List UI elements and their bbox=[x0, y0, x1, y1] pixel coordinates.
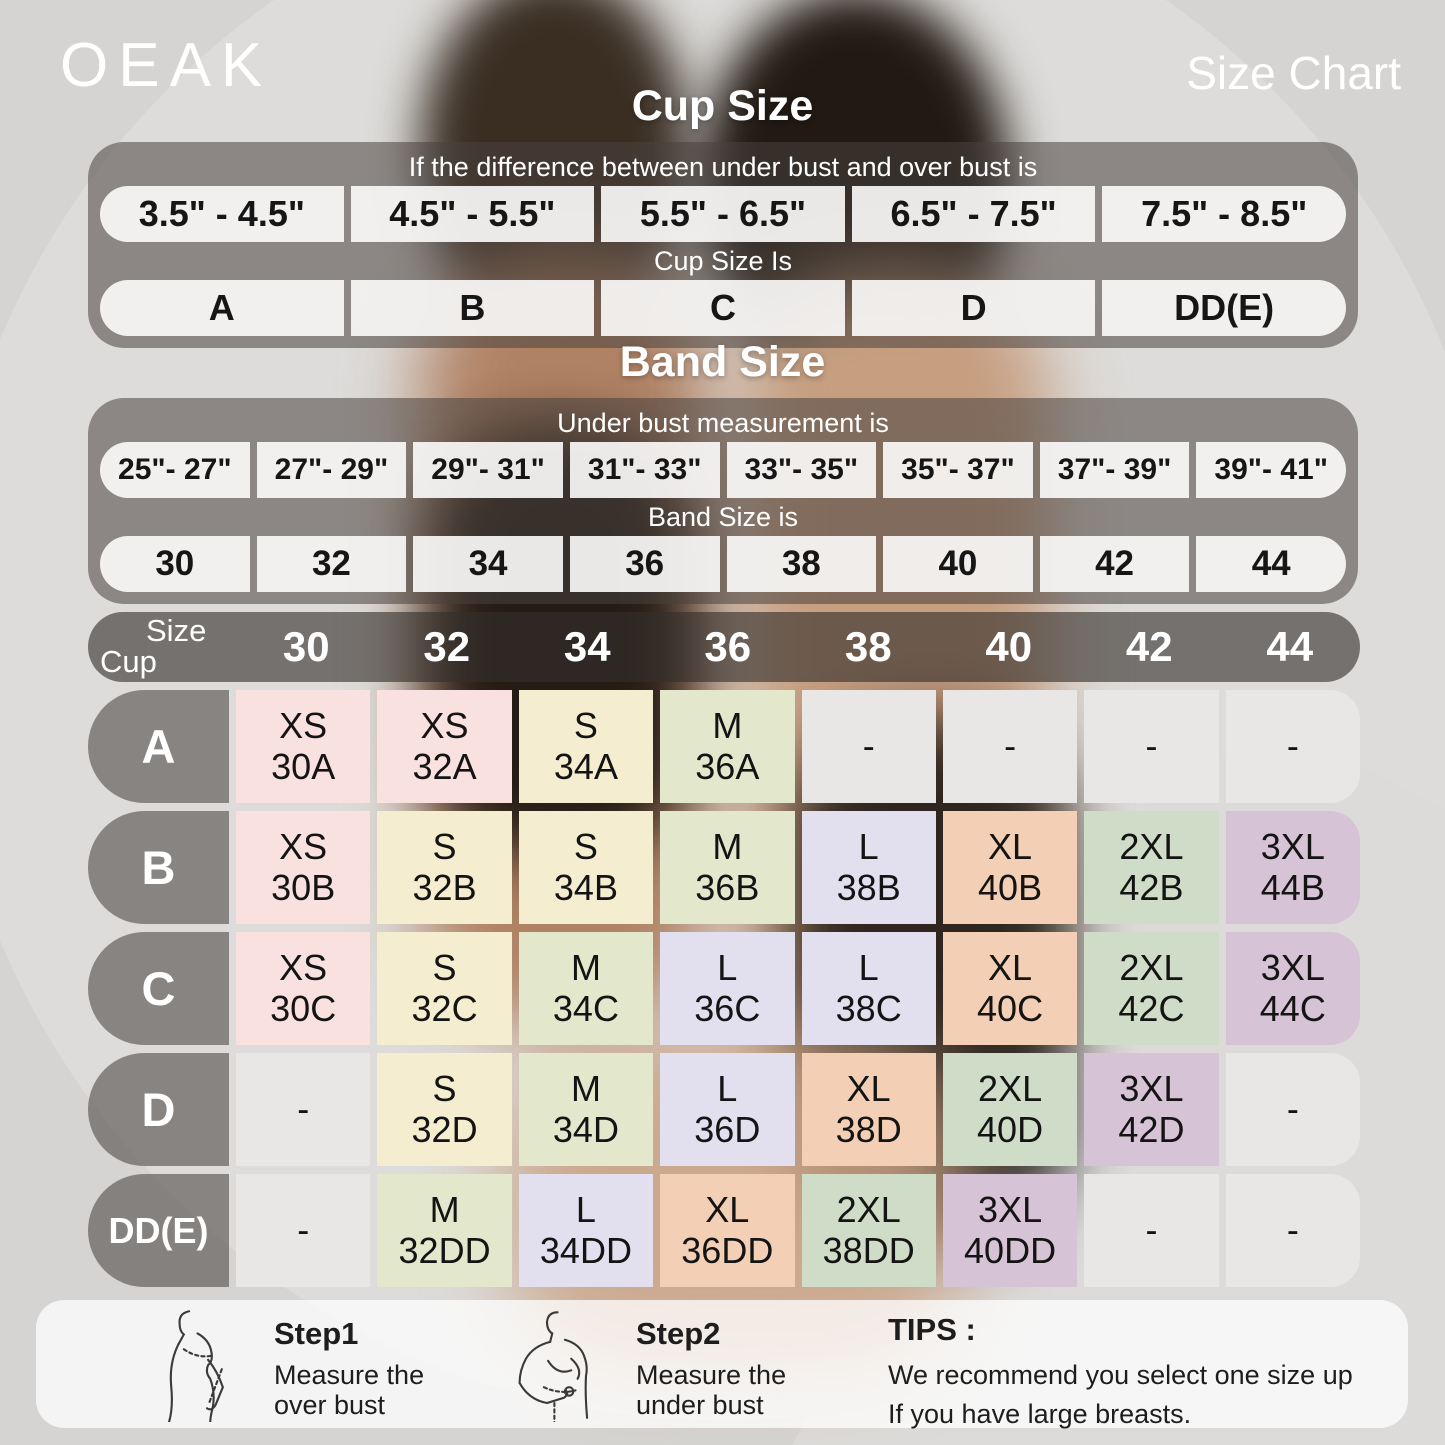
size-letter: 2XL bbox=[1119, 947, 1184, 989]
band-size-heading: Band Size bbox=[619, 338, 826, 386]
size-cell: - bbox=[1226, 1053, 1360, 1166]
size-code: 36D bbox=[694, 1108, 761, 1150]
size-cell: - bbox=[802, 690, 936, 803]
size-letter: 3XL bbox=[978, 1189, 1043, 1231]
cup-size-heading: Cup Size bbox=[631, 82, 814, 130]
matrix-column-headers bbox=[236, 612, 1360, 682]
cup-row-label: D bbox=[88, 1053, 229, 1166]
size-code: 38B bbox=[836, 866, 901, 908]
size-cell bbox=[943, 811, 1077, 924]
cup-range-row bbox=[100, 186, 1346, 242]
size-letter: XS bbox=[279, 705, 328, 747]
band-range-pill: 39"- 41" bbox=[1196, 442, 1346, 498]
tips-line2: If you have large breasts. bbox=[888, 1399, 1192, 1430]
band-range-pill: 37"- 39" bbox=[1040, 442, 1190, 498]
cup-range-pill: 4.5" - 5.5" bbox=[351, 186, 595, 242]
cup-value-pill: D bbox=[852, 280, 1096, 336]
measure-under-bust-icon bbox=[488, 1306, 606, 1422]
size-cell bbox=[943, 1174, 1077, 1287]
band-range-row bbox=[100, 442, 1346, 498]
band-size-section bbox=[88, 398, 1358, 604]
size-cell bbox=[1084, 1053, 1218, 1166]
step2-line2: under bust bbox=[636, 1390, 764, 1421]
step1-line1: Measure the bbox=[274, 1360, 425, 1390]
size-cell bbox=[377, 1053, 511, 1166]
step1-text bbox=[274, 1316, 424, 1420]
size-code: 38DD bbox=[822, 1229, 915, 1271]
size-code: 30A bbox=[271, 745, 336, 787]
band-column-header: 34 bbox=[563, 623, 611, 670]
size-cell bbox=[802, 932, 936, 1045]
cup-value-pill: B bbox=[351, 280, 595, 336]
size-code: 40D bbox=[977, 1108, 1044, 1150]
matrix-header bbox=[88, 612, 1360, 682]
size-code: 32A bbox=[412, 745, 477, 787]
size-code: 44C bbox=[1259, 987, 1326, 1029]
size-code: 32D bbox=[411, 1108, 478, 1150]
size-letter: L bbox=[575, 1189, 596, 1231]
size-cell bbox=[943, 932, 1077, 1045]
size-letter: XL bbox=[846, 1068, 891, 1110]
step1-line2: over bust bbox=[274, 1390, 386, 1421]
matrix-row bbox=[88, 811, 1360, 924]
cup-range-pill: 3.5" - 4.5" bbox=[100, 186, 344, 242]
size-code: 42B bbox=[1119, 866, 1184, 908]
cup-value-pill: C bbox=[601, 280, 845, 336]
matrix-corner-label bbox=[88, 612, 236, 682]
size-letter: XL bbox=[988, 947, 1033, 989]
band-column-header: 32 bbox=[423, 623, 471, 670]
step2-line1: Measure the bbox=[636, 1360, 787, 1390]
size-letter: S bbox=[573, 826, 598, 868]
band-value-pill: 38 bbox=[727, 536, 877, 592]
size-letter: XS bbox=[420, 705, 469, 747]
cup-range-pill: 5.5" - 6.5" bbox=[601, 186, 845, 242]
size-letter: S bbox=[573, 705, 598, 747]
cup-row-label: C bbox=[88, 932, 229, 1045]
matrix-row bbox=[88, 1053, 1360, 1166]
size-cell bbox=[1084, 811, 1218, 924]
size-code: 36DD bbox=[681, 1229, 774, 1271]
cup-range-pill: 6.5" - 7.5" bbox=[852, 186, 1096, 242]
cup-value-row bbox=[100, 280, 1346, 336]
size-letter: 3XL bbox=[1260, 947, 1325, 989]
size-cell bbox=[519, 690, 653, 803]
band-value-pill: 32 bbox=[257, 536, 407, 592]
cup-value-pill: DD(E) bbox=[1102, 280, 1346, 336]
size-cell: - bbox=[1226, 690, 1360, 803]
page-title: Size Chart bbox=[1186, 47, 1401, 99]
size-cell: - bbox=[236, 1174, 370, 1287]
corner-cup-label: Cup bbox=[100, 644, 157, 679]
band-range-pill: 33"- 35" bbox=[727, 442, 877, 498]
step1-title: Step1 bbox=[274, 1316, 359, 1351]
size-cell bbox=[377, 690, 511, 803]
size-cell: - bbox=[943, 690, 1077, 803]
band-value-pill: 42 bbox=[1040, 536, 1190, 592]
tips-title: TIPS : bbox=[888, 1312, 976, 1347]
size-letter: M bbox=[570, 1068, 601, 1110]
size-code: 36C bbox=[694, 987, 761, 1029]
tips-line1: We recommend you select one size up bbox=[888, 1360, 1353, 1390]
tips-block bbox=[888, 1312, 1353, 1434]
band-column-header: 40 bbox=[985, 623, 1033, 670]
size-code: 40DD bbox=[964, 1229, 1057, 1271]
corner-size-label: Size bbox=[146, 613, 207, 648]
band-result-label: Band Size is bbox=[647, 502, 799, 532]
size-cell bbox=[660, 1053, 794, 1166]
brand-logo: OEAK bbox=[60, 31, 273, 100]
size-cell bbox=[660, 690, 794, 803]
size-cell bbox=[519, 811, 653, 924]
size-cell bbox=[802, 811, 936, 924]
size-cell bbox=[236, 811, 370, 924]
size-letter: L bbox=[717, 947, 738, 989]
band-column-header: 30 bbox=[282, 623, 330, 670]
size-letter: XL bbox=[705, 1189, 750, 1231]
band-column-header: 42 bbox=[1125, 623, 1173, 670]
size-letter: L bbox=[858, 826, 879, 868]
measuring-guide-card bbox=[36, 1300, 1408, 1428]
size-code: 42C bbox=[1118, 987, 1185, 1029]
size-code: 42D bbox=[1118, 1108, 1185, 1150]
matrix-row bbox=[88, 690, 1360, 803]
cup-row-label: DD(E) bbox=[88, 1174, 229, 1287]
size-letter: S bbox=[432, 1068, 457, 1110]
cup-range-pill: 7.5" - 8.5" bbox=[1102, 186, 1346, 242]
band-value-pill: 36 bbox=[570, 536, 720, 592]
size-letter: 3XL bbox=[1260, 826, 1325, 868]
size-code: 32B bbox=[412, 866, 477, 908]
band-column-header: 38 bbox=[844, 623, 892, 670]
size-cell bbox=[802, 1174, 936, 1287]
size-cell bbox=[802, 1053, 936, 1166]
size-cell bbox=[660, 1174, 794, 1287]
cup-condition-label: If the difference between under bust and over bust is bbox=[408, 152, 1038, 182]
cup-value-pill: A bbox=[100, 280, 344, 336]
size-code: 34C bbox=[552, 987, 619, 1029]
size-code: 38C bbox=[835, 987, 902, 1029]
size-cell bbox=[519, 1174, 653, 1287]
size-letter: 3XL bbox=[1119, 1068, 1184, 1110]
size-letter: M bbox=[570, 947, 601, 989]
band-value-pill: 30 bbox=[100, 536, 250, 592]
size-code: 32DD bbox=[398, 1229, 491, 1271]
size-cell bbox=[660, 811, 794, 924]
size-cell bbox=[1226, 811, 1360, 924]
band-range-pill: 35"- 37" bbox=[883, 442, 1033, 498]
band-column-header: 36 bbox=[704, 623, 752, 670]
band-value-pill: 34 bbox=[413, 536, 563, 592]
measure-over-bust-icon bbox=[128, 1306, 246, 1422]
size-code: 30C bbox=[270, 987, 337, 1029]
size-letter: S bbox=[432, 947, 457, 989]
band-range-pill: 29"- 31" bbox=[413, 442, 563, 498]
size-cell bbox=[377, 932, 511, 1045]
size-code: 40C bbox=[977, 987, 1044, 1029]
size-code: 32C bbox=[411, 987, 478, 1029]
size-cell bbox=[1226, 932, 1360, 1045]
band-condition-label: Under bust measurement is bbox=[557, 408, 889, 438]
size-code: 36B bbox=[695, 866, 760, 908]
cup-row-label: A bbox=[88, 690, 229, 803]
band-range-pill: 31"- 33" bbox=[570, 442, 720, 498]
size-letter: M bbox=[429, 1189, 460, 1231]
matrix-row bbox=[88, 1174, 1360, 1287]
band-range-pill: 27"- 29" bbox=[257, 442, 407, 498]
size-cell bbox=[660, 932, 794, 1045]
size-letter: L bbox=[717, 1068, 738, 1110]
size-letter: M bbox=[712, 826, 743, 868]
size-cell bbox=[943, 1053, 1077, 1166]
size-letter: M bbox=[712, 705, 743, 747]
band-column-header: 44 bbox=[1266, 623, 1314, 670]
size-letter: 2XL bbox=[836, 1189, 901, 1231]
size-code: 36A bbox=[695, 745, 760, 787]
size-cell bbox=[1084, 932, 1218, 1045]
size-letter: 2XL bbox=[978, 1068, 1043, 1110]
size-cell bbox=[519, 1053, 653, 1166]
band-value-row bbox=[100, 536, 1346, 592]
cup-row-label: B bbox=[88, 811, 229, 924]
size-letter: S bbox=[432, 826, 457, 868]
band-value-pill: 44 bbox=[1196, 536, 1346, 592]
size-code: 34A bbox=[553, 745, 618, 787]
size-code: 30B bbox=[271, 866, 336, 908]
size-letter: 2XL bbox=[1119, 826, 1184, 868]
matrix-row bbox=[88, 932, 1360, 1045]
size-cell bbox=[236, 932, 370, 1045]
size-code: 44B bbox=[1260, 866, 1325, 908]
step2-text bbox=[636, 1316, 786, 1420]
size-code: 38D bbox=[835, 1108, 902, 1150]
size-cell bbox=[377, 811, 511, 924]
size-letter: XL bbox=[988, 826, 1033, 868]
size-cell: - bbox=[1084, 1174, 1218, 1287]
size-cell: - bbox=[236, 1053, 370, 1166]
size-code: 40B bbox=[978, 866, 1043, 908]
matrix-body bbox=[88, 690, 1360, 1295]
size-cell bbox=[377, 1174, 511, 1287]
band-value-pill: 40 bbox=[883, 536, 1033, 592]
cup-result-label: Cup Size Is bbox=[653, 246, 793, 276]
size-code: 34DD bbox=[539, 1229, 632, 1271]
size-code: 34B bbox=[553, 866, 618, 908]
band-range-pill: 25"- 27" bbox=[100, 442, 250, 498]
size-cell: - bbox=[1226, 1174, 1360, 1287]
size-letter: L bbox=[858, 947, 879, 989]
size-letter: XS bbox=[279, 947, 328, 989]
size-code: 34D bbox=[552, 1108, 619, 1150]
size-cell bbox=[236, 690, 370, 803]
size-letter: XS bbox=[279, 826, 328, 868]
cup-size-section bbox=[88, 142, 1358, 348]
size-cell bbox=[519, 932, 653, 1045]
step2-title: Step2 bbox=[636, 1316, 721, 1351]
size-cell: - bbox=[1084, 690, 1218, 803]
